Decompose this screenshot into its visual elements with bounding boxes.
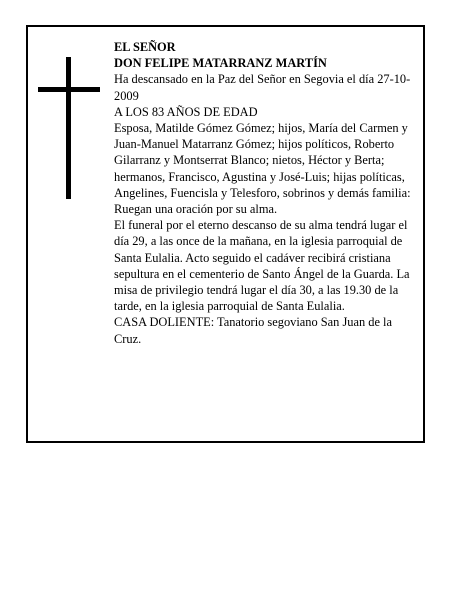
- notice-title: EL SEÑOR: [114, 40, 176, 54]
- prayer-request: Ruegan una oración por su alma.: [114, 202, 278, 217]
- death-statement: Ha descansado en la Paz del Señor en Segovia el día 27-10-2009: [114, 72, 411, 103]
- notice-text: [114, 39, 418, 347]
- cross-icon: [38, 57, 100, 199]
- mourning-house: CASA DOLIENTE: Tanatorio segoviano San Juan de la Cruz.: [114, 315, 392, 346]
- funeral-info: El funeral por el eterno descanso de su alma tendrá lugar el día 29, a las once de la mañana, en la iglesia parroquial de Santa Eulalia. Acto seguido el cadáver recibirá cristiana sepultura en el cementerio de Santo Ángel de la Guarda. La misa de privilegio tendrá lugar el día 30, a las 19.30 de la tarde, en la iglesia parroquial de Santa Eulalia.: [114, 218, 410, 314]
- deceased-name: DON FELIPE MATARRANZ MARTÍN: [114, 56, 327, 71]
- family-list: Esposa, Matilde Gómez Gómez; hijos, María del Carmen y Juan-Manuel Matarranz Gómez; hijos políticos, Roberto Gilarranz y Montserrat Blanco; nietos, Héctor y Berta; hermanos, Francisco, Agustina y José-Luis; hijas políticas, Angelines, Fuencisla y Telesforo, sobrinos y demás familia:: [114, 121, 411, 200]
- obituary-notice: [26, 25, 425, 443]
- cross-vertical-bar: [66, 57, 71, 199]
- age-line: A LOS 83 AÑOS DE EDAD: [114, 104, 258, 119]
- cross-horizontal-bar: [38, 87, 100, 92]
